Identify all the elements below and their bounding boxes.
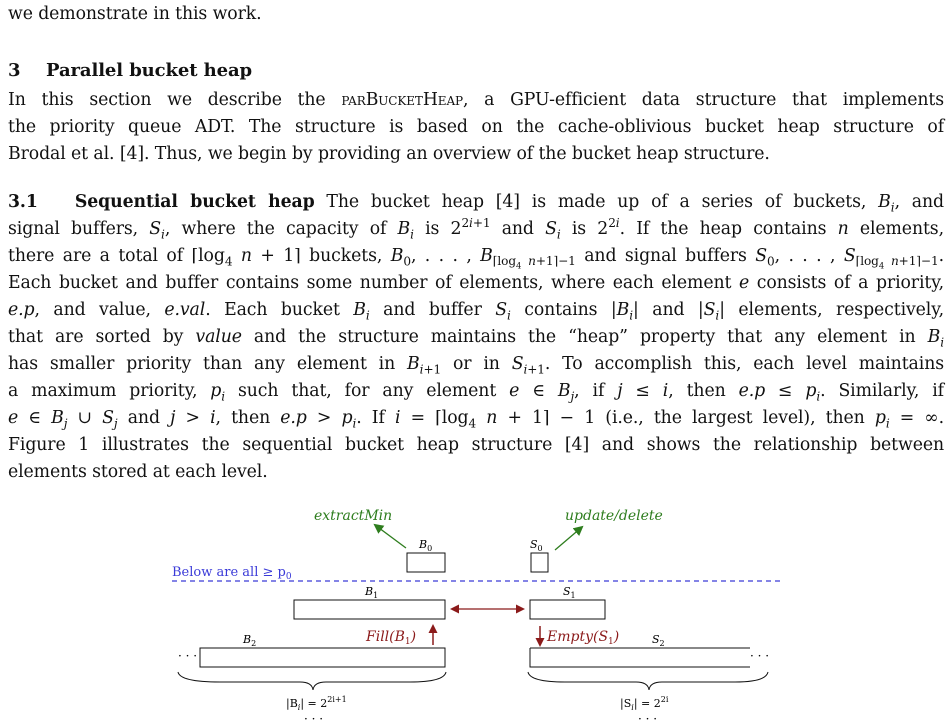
b-capacity-label: $|B_i| = 2^{2i+1}$ <box>286 695 347 712</box>
b-more-dots: · · · <box>304 712 324 726</box>
bucket-b1 <box>294 600 445 619</box>
subsection-line-2: signal buffers, $S_i$, where the capacity of $B_i$ is $2^{2i+1}$ and $S_i$ is $2^{2i}$. If the heap contains n elements, <box>8 216 944 242</box>
struct-name: parBucketHeap <box>341 90 463 110</box>
b1-label: $B_1$ <box>365 585 379 600</box>
intro-tail: we demonstrate in this work. <box>8 4 262 24</box>
b-capacity-brace <box>178 672 446 690</box>
buffer-s1 <box>530 600 605 619</box>
s1-label: $S_1$ <box>563 585 576 600</box>
section-para-line-2: the priority queue ADT. The structure is based on the cache-oblivious bucket heap structure of <box>8 117 944 137</box>
subsection-line-11: elements stored at each level. <box>8 462 268 482</box>
subsection-line-5: e.p, and value, e.val. Each bucket $B_i$ and buffer $S_i$ contains $|B_i|$ and $|S_i|$ elements, respectively, <box>8 300 944 323</box>
subsection-line-4: Each bucket and buffer contains some number of elements, where each element e consists of a priority, <box>8 273 944 293</box>
subsection-title: Sequential bucket heap <box>74 192 315 212</box>
section-para-line-1: In this section we describe the parBucketHeap, a GPU-efficient data structure that implements <box>8 90 944 110</box>
s-capacity-label: $|S_i| = 2^{2i}$ <box>620 695 669 712</box>
below-label: Below are all ≥ $p_0$ <box>172 565 292 582</box>
s2-dots: · · · <box>750 649 770 663</box>
s-more-dots: · · · <box>638 712 658 726</box>
subsection-line-9: e ∈ $B_j$ ∪ $S_j$ and j > i, then $e.p > p_i$. If $i = ⌈\log_4$ n + 1⌉ − 1 (i.e., the largest level), then $p_i$ = ∞. <box>8 408 944 431</box>
bucket-b2 <box>200 648 445 667</box>
s0-label: $S_0$ <box>530 538 543 553</box>
buffer-s0 <box>531 553 548 572</box>
s-capacity-brace <box>528 672 768 690</box>
subsection-number: 3.1 <box>8 192 38 212</box>
b2-label: $B_2$ <box>243 633 257 648</box>
section-para-line-3: Brodal et al. [4]. Thus, we begin by providing an overview of the bucket heap structure. <box>8 144 770 164</box>
subsection-line-7: has smaller priority than any element in $B_{i+1}$ or in $S_{i+1}$. To accomplish this, each level maintains <box>8 354 944 377</box>
section-number: 3 <box>8 60 21 81</box>
bucket-heap-figure <box>0 500 952 726</box>
section-title: Parallel bucket heap <box>46 60 253 81</box>
update-delete-label: update/delete <box>565 508 663 524</box>
subsection-line-3: there are a total of $⌈\log_4$ n + 1⌉ buckets, $B_0$, . . . , $B_{⌈log_4 n+1⌉-1}$ and signal buffers $S_0$, . . . , $S_{⌈log_4 n+1⌉-1}$. <box>8 246 944 271</box>
subsection-line-8: a maximum priority, $p_i$ such that, for any element e ∈ $B_j$, if j ≤ i, then $e.p \le p_i$. Similarly, if <box>8 381 944 404</box>
update-arrow <box>555 527 582 550</box>
s2-label: $S_2$ <box>652 633 665 648</box>
b0-label: $B_0$ <box>419 538 433 553</box>
extractmin-label: extractMin <box>314 508 393 524</box>
bucket-b0 <box>407 553 445 572</box>
subsection-line-6: that are sorted by value and the structure maintains the “heap” property that any element in $B_i$ <box>8 327 945 350</box>
subsection-line-10: Figure 1 illustrates the sequential bucket heap structure [4] and shows the relationship between <box>8 435 944 455</box>
b2-dots: · · · <box>178 649 198 663</box>
subsection-line-1: 3.1 Sequential bucket heap The bucket heap [4] is made up of a series of buckets, $B_i$, and <box>8 192 944 215</box>
fill-label: $Fill(B_1)$ <box>366 629 417 647</box>
buffer-s2 <box>530 648 750 667</box>
extractmin-arrow <box>375 525 406 548</box>
empty-label: $Empty(S_1)$ <box>547 629 620 647</box>
section-heading <box>8 61 944 81</box>
